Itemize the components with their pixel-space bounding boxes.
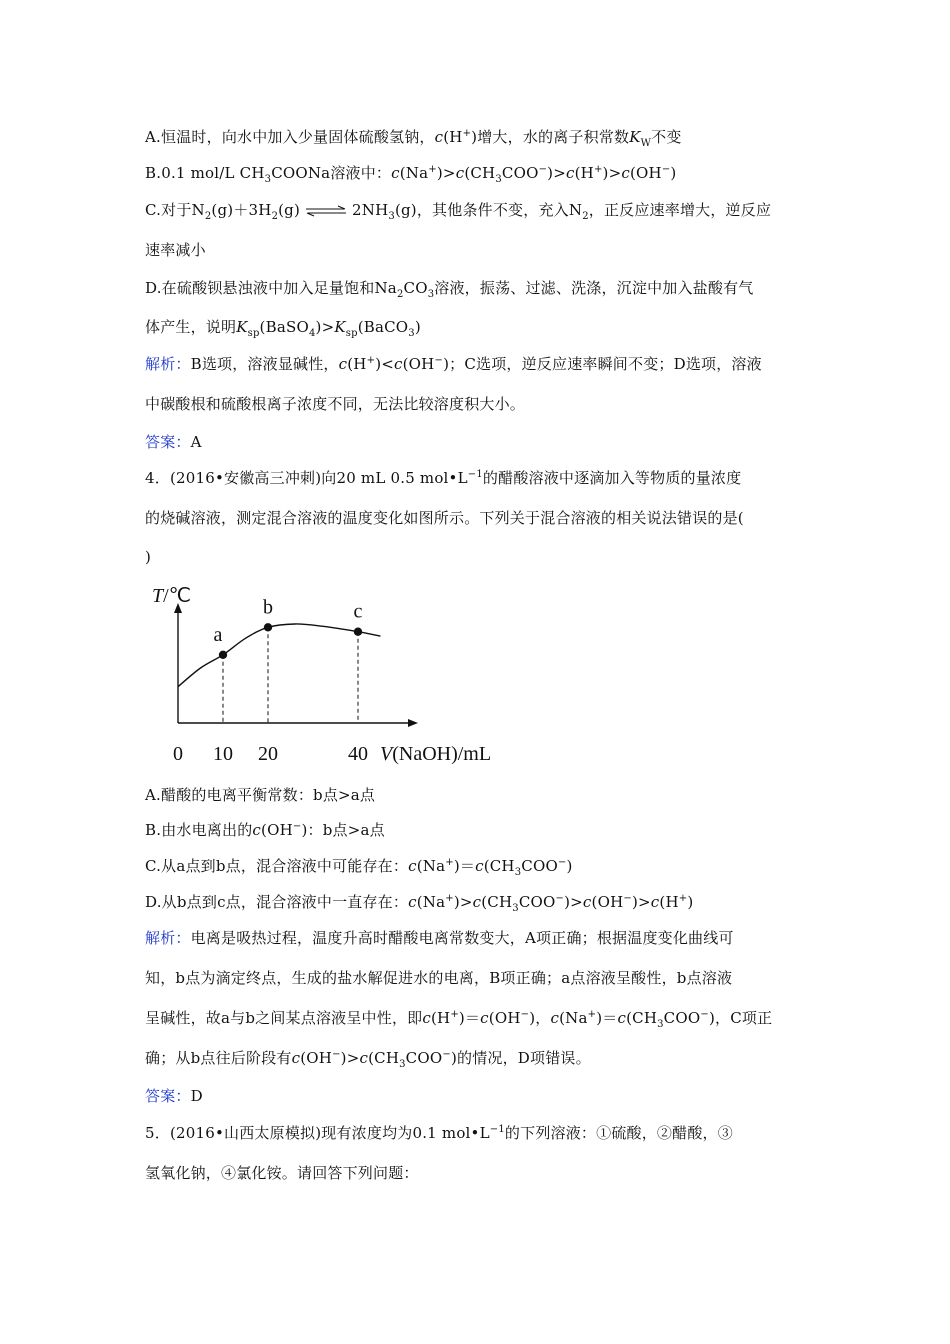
q3-option-c: C.对于$N_2(g)+3H_2(g)$ $2NH_3(g)$，其他条件不变，充入$N_2$，正反应速率增大，逆反应	[145, 201, 772, 222]
point-label-c: c	[353, 600, 363, 623]
x-tick-label-40: 40	[348, 743, 368, 765]
point-label-a: a	[213, 623, 223, 646]
q4-analysis: 解析：电离是吸热过程，温度升高时醋酸电离常数变大，A项正确；根据温度变化曲线可	[145, 929, 734, 947]
analysis-label: 解析：	[145, 929, 191, 947]
q4-option-c: C.从a点到b点，混合溶液中可能存在：$c(Na^+)=c(CH_3COO^-)$	[145, 857, 573, 878]
y-axis-label	[152, 585, 191, 607]
x-axis-var: V	[380, 743, 393, 765]
equilibrium-arrow-icon	[304, 205, 348, 217]
q4-stem: 4．(2016•安徽高三冲刺)向20 mL 0.5 $mol•L^{-1}$的醋酸溶液中逐滴加入等物质的量浓度	[145, 469, 742, 487]
q5-stem: 5．(2016•山西太原模拟)现有浓度均为0.1 $mol•L^{-1}$的下列溶液：①硫酸，②醋酸，③	[145, 1124, 733, 1142]
answer-label: 答案：	[145, 433, 191, 451]
x-tick-label-10: 10	[213, 743, 233, 765]
q4-stem-line3: )	[145, 548, 152, 566]
q3-option-d-line2: 体产生，说明$K_{sp}(BaSO_4)>K_{sp}(BaCO_3)$	[145, 318, 421, 339]
temperature-curve-chart	[140, 575, 520, 775]
point-b	[264, 623, 272, 631]
x-tick-label-20: 20	[258, 743, 278, 765]
point-c	[354, 628, 362, 636]
q4-option-b: B.由水电离出的c(OH−)：b点>a点	[145, 821, 385, 839]
x-axis-unit: (NaOH)/mL	[392, 743, 492, 765]
q3-analysis-line2: 中碳酸根和硫酸根离子浓度不同，无法比较溶度积大小。	[145, 395, 526, 413]
q4-option-d: D.从b点到c点，混合溶液中一直存在：$c(Na^+)>c(CH_3COO^-)>c(OH^-)>c(H^+)$	[145, 893, 694, 914]
answer-label: 答案：	[145, 1087, 191, 1105]
q4-stem-line2: 的烧碱溶液，测定混合溶液的温度变化如图所示。下列关于混合溶液的相关说法错误的是(	[145, 509, 744, 527]
q3-option-c-line2: 速率减小	[145, 241, 206, 259]
x-tick-label-0: 0	[173, 743, 183, 765]
q4-option-a: A.醋酸的电离平衡常数：b点>a点	[145, 786, 376, 804]
q5-stem-line2: 氢氧化钠，④氯化铵。请回答下列问题：	[145, 1164, 419, 1182]
point-label-b: b	[263, 596, 273, 619]
q3-analysis: 解析：B选项，溶液显碱性，c(H+)<c(OH−)；C选项，逆反应速率瞬间不变；D选项，溶液	[145, 355, 762, 373]
q3-option-d: D.在硫酸钡悬浊液中加入足量饱和$Na_2CO_3$溶液，振荡、过滤、洗涤，沉淀中加入盐酸有气	[145, 279, 754, 300]
y-axis-var: T	[152, 585, 164, 607]
temperature-curve	[178, 624, 381, 687]
y-axis-unit: /℃	[163, 585, 192, 607]
analysis-label: 解析：	[145, 355, 191, 373]
q4-analysis-line3: 呈碱性，故a与b之间某点溶液呈中性，即c(H+)＝c(OH−)，$c(Na^+)=c(CH_3COO^-)$，C项正	[145, 1009, 773, 1030]
q4-answer: 答案：D	[145, 1087, 203, 1105]
q4-analysis-line4: 确；从b点往后阶段有$c(OH^-)>c(CH_3COO^-)$的情况，D项错误。	[145, 1049, 591, 1070]
q4-analysis-line2: 知，b点为滴定终点，生成的盐水解促进水的电离，B项正确；a点溶液呈酸性，b点溶液	[145, 969, 733, 987]
point-a	[219, 651, 227, 659]
x-axis-arrow	[408, 719, 418, 727]
q3-option-b: B.0.1 mol/L $CH_3COONa$溶液中：$c(Na^+)>c(CH_3COO^-)>c(H^+)>c(OH^-)$	[145, 164, 677, 185]
q3-answer: 答案：A	[145, 433, 202, 451]
x-axis-label	[380, 743, 491, 765]
q3-option-a: A.恒温时，向水中加入少量固体硫酸氢钠，c(H+)增大，水的离子积常数$K_W$不变	[145, 128, 682, 149]
